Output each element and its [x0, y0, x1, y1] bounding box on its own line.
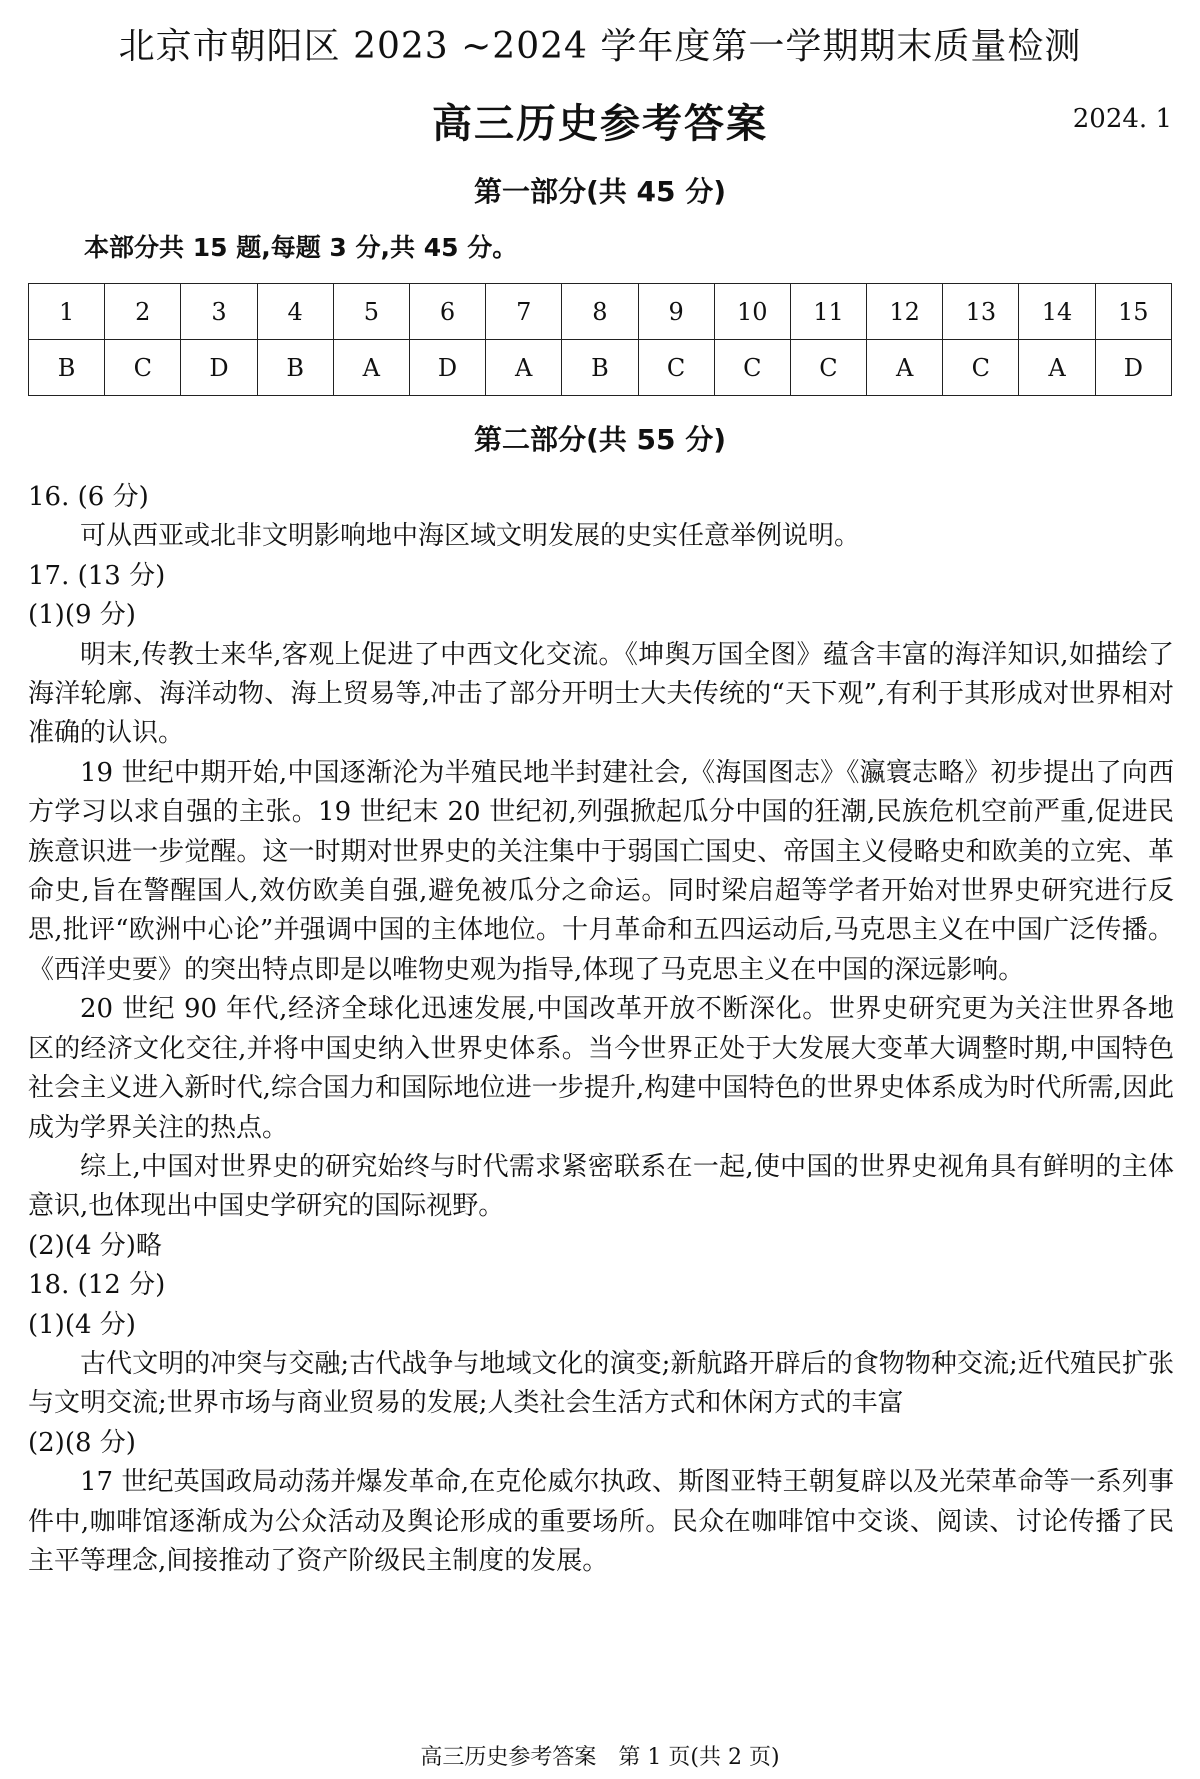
part1-note: 本部分共 15 题,每题 3 分,共 45 分。 — [84, 233, 518, 262]
exam-title: 北京市朝阳区 2023 ~2024 学年度第一学期期末质量检测 — [118, 26, 1082, 67]
answer-letter: D — [409, 340, 485, 396]
question-number: 5 — [333, 284, 409, 340]
question-18-sub2-label: (2)(8 分) — [28, 1427, 136, 1458]
question-number: 6 — [409, 284, 485, 340]
question-17-sub2-label: (2)(4 分)略 — [28, 1230, 162, 1261]
part1-heading: 第一部分(共 45 分) — [473, 175, 727, 208]
question-number: 14 — [1019, 284, 1095, 340]
answer-letter: D — [1095, 340, 1171, 396]
question-18-sub2-answer: 17 世纪英国政局动荡并爆发革命,在克伦威尔执政、斯图亚特王朝复辟以及光荣革命等一系列事件中,咖啡馆逐渐成为公众活动及舆论形成的重要场所。民众在咖啡馆中交谈、阅读、讨论传播了民主平等理念,间接推动了资产阶级民主制度的发展。 — [28, 1467, 1174, 1576]
answer-letter: C — [790, 340, 866, 396]
question-number: 2 — [105, 284, 181, 340]
question-number: 11 — [790, 284, 866, 340]
answer-letter: A — [867, 340, 943, 396]
question-17-paragraph: 19 世纪中期开始,中国逐渐沦为半殖民地半封建社会,《海国图志》《瀛寰志略》初步提出了向西方学习以求自强的主张。19 世纪末 20 世纪初,列强掀起瓜分中国的狂潮,民族危机空前严重,促进民族意识进一步觉醒。这一时期对世界史的关注集中于弱国亡国史、帝国主义侵略史和欧美的立宪、革命史,旨在警醒国人,效仿欧美自强,避免被瓜分之命运。同时梁启超等学者开始对世界史研究进行反思,批评“欧洲中心论”并强调中国的主体地位。十月革命和五四运动后,马克思主义在中国广泛传播。《西洋史要》的突出特点即是以唯物史观为指导,体现了马克思主义在中国的深远影响。 — [28, 757, 1174, 985]
document-date: 2024. 1 — [1072, 104, 1172, 134]
question-number: 12 — [867, 284, 943, 340]
answer-letter: A — [1019, 340, 1095, 396]
question-number: 10 — [714, 284, 790, 340]
answer-letter: C — [105, 340, 181, 396]
question-number: 15 — [1095, 284, 1171, 340]
part2-body — [28, 478, 1174, 1581]
question-17-label: 17. (13 分) — [28, 560, 166, 591]
question-number: 1 — [29, 284, 105, 340]
part2-heading: 第二部分(共 55 分) — [473, 423, 727, 456]
question-16-label: 16. (6 分) — [28, 482, 149, 512]
question-18-sub1-answer: 古代文明的冲突与交融;古代战争与地域文化的演变;新航路开辟后的食物物种交流;近代殖民扩张与文明交流;世界市场与商业贸易的发展;人类社会生活方式和休闲方式的丰富 — [28, 1348, 1174, 1419]
answer-letter: A — [486, 340, 562, 396]
document-title: 高三历史参考答案 — [432, 101, 768, 147]
question-17-paragraph: 综上,中国对世界史的研究始终与时代需求紧密联系在一起,使中国的世界史视角具有鲜明的主体意识,也体现出中国史学研究的国际视野。 — [28, 1151, 1174, 1222]
answer-row — [29, 340, 1172, 396]
answer-letter: C — [943, 340, 1019, 396]
question-16-answer: 可从西亚或北非文明影响地中海区域文明发展的史实任意举例说明。 — [80, 521, 861, 552]
question-18-sub1-label: (1)(4 分) — [28, 1309, 136, 1340]
question-17-paragraph: 20 世纪 90 年代,经济全球化迅速发展,中国改革开放不断深化。世界史研究更为关注世界各地区的经济文化交往,并将中国史纳入世界史体系。当今世界正处于大发展大变革大调整时期,中国特色社会主义进入新时代,综合国力和国际地位进一步提升,构建中国特色的世界史体系成为时代所需,因此成为学界关注的热点。 — [28, 994, 1174, 1143]
question-number: 13 — [943, 284, 1019, 340]
question-number: 7 — [486, 284, 562, 340]
answer-letter: C — [638, 340, 714, 396]
question-17-paragraph: 明末,传教士来华,客观上促进了中西文化交流。《坤舆万国全图》蕴含丰富的海洋知识,如描绘了海洋轮廓、海洋动物、海上贸易等,冲击了部分开明士大夫传统的“天下观”,有利于其形成对世界相对准确的认识。 — [28, 639, 1174, 749]
answer-letter: B — [257, 340, 333, 396]
question-number: 4 — [257, 284, 333, 340]
question-17-sub1-label: (1)(9 分) — [28, 600, 136, 631]
answer-letter: A — [333, 340, 409, 396]
question-number: 8 — [562, 284, 638, 340]
answer-letter: D — [181, 340, 257, 396]
answer-letter: B — [562, 340, 638, 396]
question-number: 9 — [638, 284, 714, 340]
question-18-label: 18. (12 分) — [28, 1270, 166, 1301]
answer-table — [28, 283, 1172, 396]
answer-letter: B — [29, 340, 105, 396]
question-number-row — [29, 284, 1172, 340]
answer-letter: C — [714, 340, 790, 396]
page-footer: 高三历史参考答案 第 1 页(共 2 页) — [420, 1745, 780, 1770]
question-number: 3 — [181, 284, 257, 340]
